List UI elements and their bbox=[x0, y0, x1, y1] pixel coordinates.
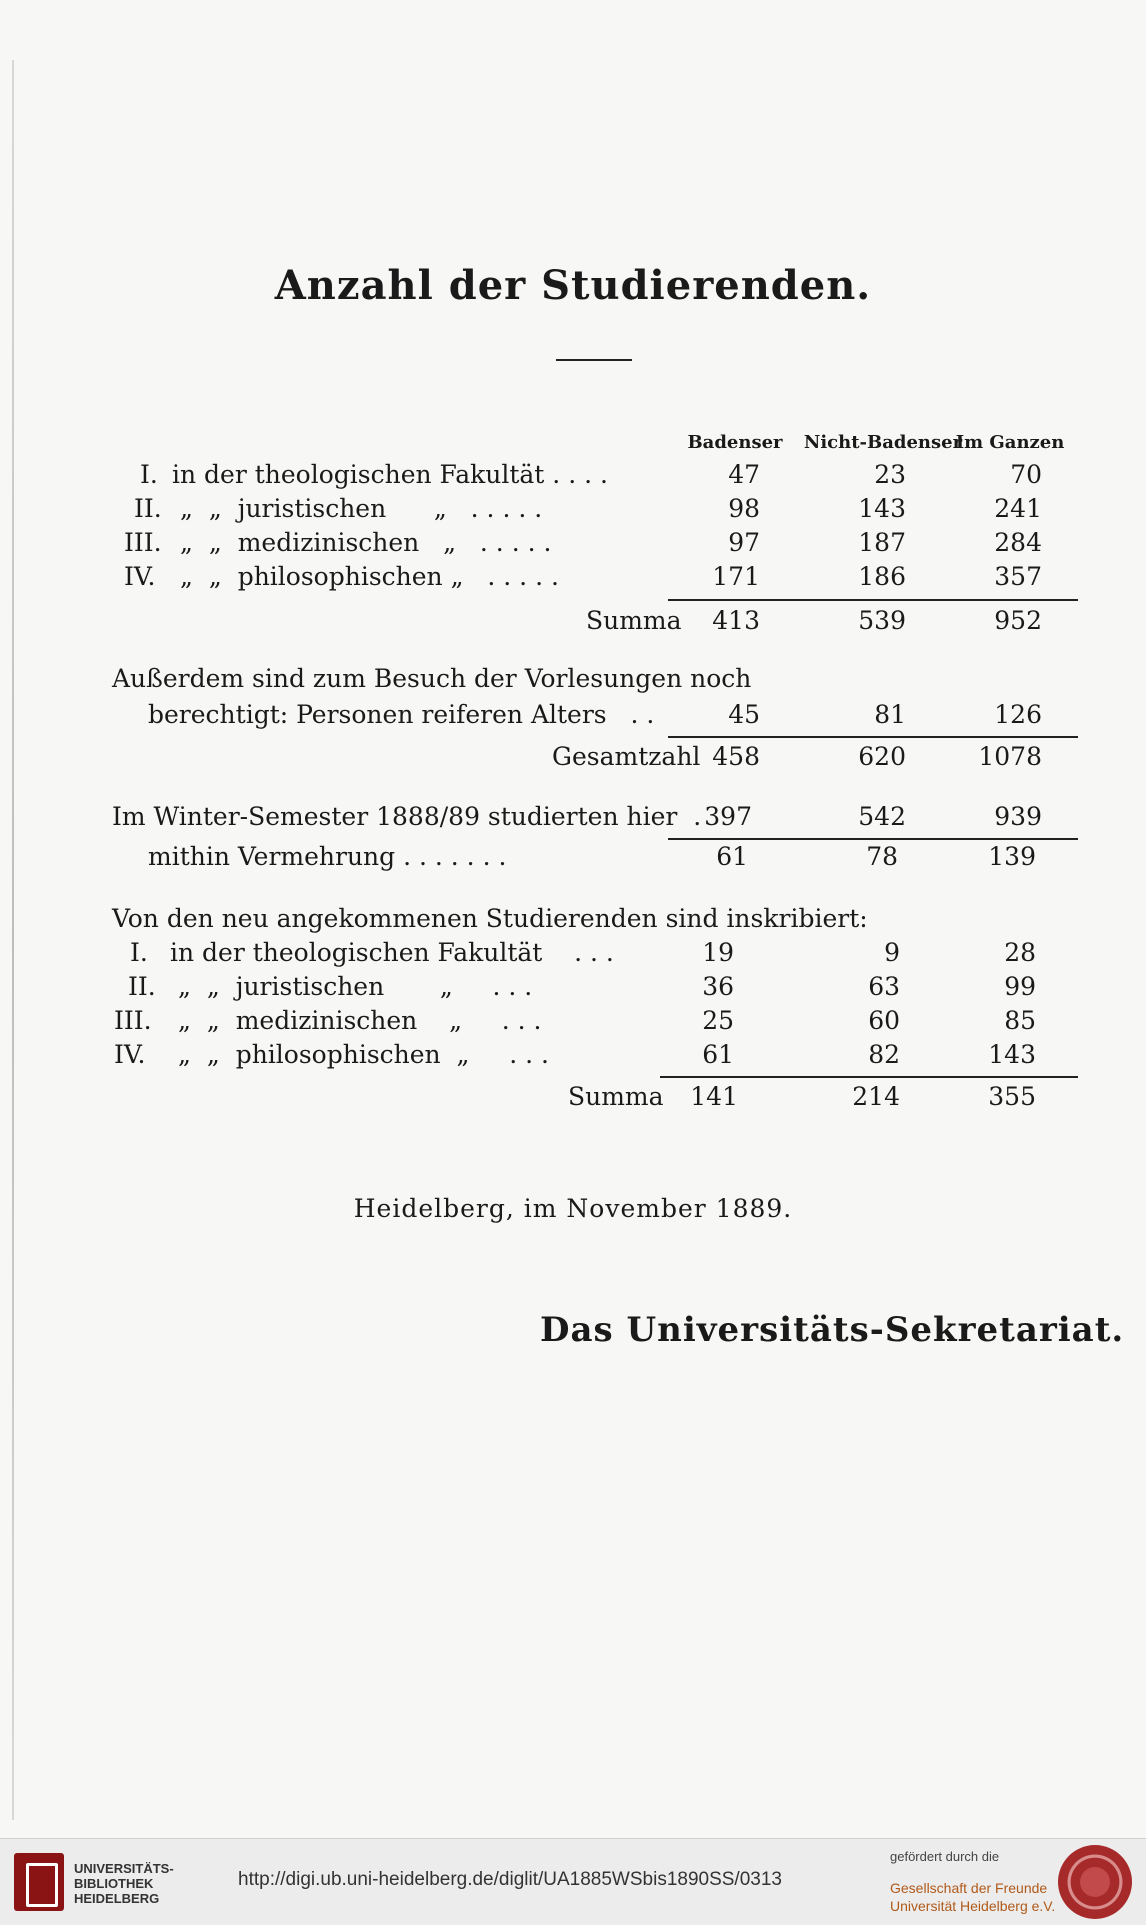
row-label: „ „ medizinischen „ . . . bbox=[178, 1006, 542, 1035]
gesamtzahl-label: Gesamtzahl bbox=[552, 742, 701, 771]
faculty-row bbox=[0, 460, 1146, 494]
new-students-summa-row bbox=[0, 1082, 1146, 1116]
new-students-heading-row bbox=[0, 904, 1146, 938]
row-roman: II. bbox=[128, 972, 156, 1001]
value-badenser: 413 bbox=[712, 606, 760, 635]
library-name-line: BIBLIOTHEK bbox=[74, 1876, 154, 1891]
value-badenser: 25 bbox=[702, 1006, 734, 1035]
sum-rule bbox=[668, 838, 1078, 840]
footer-bar bbox=[0, 1838, 1146, 1925]
value-nicht-badenser: 542 bbox=[858, 802, 906, 831]
row-label: in der theologischen Fakultät . . . . bbox=[172, 460, 608, 489]
value-nicht-badenser: 81 bbox=[874, 700, 906, 729]
sum-rule bbox=[668, 736, 1078, 738]
column-header-badenser: Badenser bbox=[687, 432, 783, 453]
value-im-ganzen: 952 bbox=[994, 606, 1042, 635]
value-nicht-badenser: 143 bbox=[858, 494, 906, 523]
row-label: in der theologischen Fakultät . . . bbox=[170, 938, 614, 967]
value-badenser: 171 bbox=[712, 562, 760, 591]
value-im-ganzen: 139 bbox=[988, 842, 1036, 871]
library-name-line: HEIDELBERG bbox=[74, 1891, 160, 1906]
value-badenser: 47 bbox=[728, 460, 760, 489]
value-badenser: 141 bbox=[690, 1082, 738, 1111]
new-student-row bbox=[0, 1006, 1146, 1040]
value-nicht-badenser: 23 bbox=[874, 460, 906, 489]
value-im-ganzen: 357 bbox=[994, 562, 1042, 591]
page-title: Anzahl der Studierenden. bbox=[274, 262, 872, 309]
increase-label: mithin Vermehrung . . . . . . . bbox=[148, 842, 507, 871]
additional-label: berechtigt: Personen reiferen Alters . . bbox=[148, 700, 655, 729]
value-nicht-badenser: 620 bbox=[858, 742, 906, 771]
row-roman: IV. bbox=[124, 562, 156, 591]
value-badenser: 97 bbox=[728, 528, 760, 557]
faculty-row bbox=[0, 528, 1146, 562]
value-im-ganzen: 143 bbox=[988, 1040, 1036, 1069]
value-badenser: 45 bbox=[728, 700, 760, 729]
faculty-row bbox=[0, 562, 1146, 596]
value-im-ganzen: 70 bbox=[1010, 460, 1042, 489]
row-roman: II. bbox=[134, 494, 162, 523]
increase-row bbox=[0, 842, 1146, 876]
library-logo-icon bbox=[14, 1853, 64, 1911]
new-student-row bbox=[0, 1040, 1146, 1074]
value-im-ganzen: 939 bbox=[994, 802, 1042, 831]
value-badenser: 458 bbox=[712, 742, 760, 771]
summa-label: Summa bbox=[568, 1082, 664, 1111]
new-student-row bbox=[0, 972, 1146, 1006]
value-nicht-badenser: 63 bbox=[868, 972, 900, 1001]
value-badenser: 36 bbox=[702, 972, 734, 1001]
value-nicht-badenser: 539 bbox=[858, 606, 906, 635]
sum-rule bbox=[668, 599, 1078, 601]
winter-row bbox=[0, 802, 1146, 836]
value-im-ganzen: 126 bbox=[994, 700, 1042, 729]
value-im-ganzen: 284 bbox=[994, 528, 1042, 557]
summa-row bbox=[0, 606, 1146, 640]
gesamtzahl-row bbox=[0, 742, 1146, 776]
row-label: „ „ juristischen „ . . . bbox=[178, 972, 533, 1001]
university-seal-icon bbox=[1058, 1845, 1132, 1919]
value-badenser: 61 bbox=[702, 1040, 734, 1069]
value-badenser: 19 bbox=[702, 938, 734, 967]
signature-office: Das Universitäts-Sekretariat. bbox=[540, 1310, 1125, 1350]
value-nicht-badenser: 186 bbox=[858, 562, 906, 591]
library-name-line: UNIVERSITÄTS- bbox=[74, 1861, 174, 1876]
row-roman: I. bbox=[130, 938, 148, 967]
new-student-row bbox=[0, 938, 1146, 972]
column-header-im-ganzen: Im Ganzen bbox=[955, 432, 1065, 453]
value-im-ganzen: 1078 bbox=[978, 742, 1042, 771]
row-roman: III. bbox=[114, 1006, 152, 1035]
permalink-url[interactable]: http://digi.ub.uni-heidelberg.de/diglit/UA1885WSbis1890SS/0313 bbox=[238, 1869, 782, 1890]
sum-rule bbox=[660, 1076, 1078, 1078]
title-rule bbox=[556, 359, 632, 361]
value-im-ganzen: 99 bbox=[1004, 972, 1036, 1001]
value-nicht-badenser: 60 bbox=[868, 1006, 900, 1035]
additional-line: Außerdem sind zum Besuch der Vorlesungen noch bbox=[112, 664, 752, 693]
value-badenser: 98 bbox=[728, 494, 760, 523]
additional-row bbox=[0, 700, 1146, 734]
signature-place: Heidelberg, im November 1889. bbox=[353, 1194, 793, 1223]
value-im-ganzen: 85 bbox=[1004, 1006, 1036, 1035]
value-im-ganzen: 355 bbox=[988, 1082, 1036, 1111]
sponsor-prefix: gefördert durch die bbox=[890, 1849, 1000, 1864]
additional-intro bbox=[0, 664, 1146, 698]
value-nicht-badenser: 82 bbox=[868, 1040, 900, 1069]
row-roman: I. bbox=[140, 460, 158, 489]
value-im-ganzen: 241 bbox=[994, 494, 1042, 523]
value-badenser: 61 bbox=[716, 842, 748, 871]
row-label: „ „ philosophischen „ . . . . . bbox=[180, 562, 559, 591]
summa-label: Summa bbox=[586, 606, 682, 635]
row-label: „ „ philosophischen „ . . . bbox=[178, 1040, 549, 1069]
value-nicht-badenser: 187 bbox=[858, 528, 906, 557]
sponsor-name-line: Universität Heidelberg e.V. bbox=[890, 1898, 1056, 1914]
sponsor-name bbox=[890, 1879, 1055, 1915]
faculty-row bbox=[0, 494, 1146, 528]
column-header-nicht-badenser: Nicht-Badenser bbox=[803, 432, 963, 453]
row-roman: IV. bbox=[114, 1040, 146, 1069]
row-label: „ „ juristischen „ . . . . . bbox=[180, 494, 543, 523]
value-im-ganzen: 28 bbox=[1004, 938, 1036, 967]
value-nicht-badenser: 78 bbox=[866, 842, 898, 871]
winter-label: Im Winter-Semester 1888/89 studierten hier . bbox=[112, 802, 702, 831]
library-name bbox=[74, 1861, 174, 1906]
value-badenser: 397 bbox=[704, 802, 752, 831]
value-nicht-badenser: 214 bbox=[852, 1082, 900, 1111]
row-roman: III. bbox=[124, 528, 162, 557]
value-nicht-badenser: 9 bbox=[884, 938, 900, 967]
row-label: „ „ medizinischen „ . . . . . bbox=[180, 528, 552, 557]
sponsor-name-line: Gesellschaft der Freunde bbox=[890, 1880, 1048, 1896]
new-students-heading: Von den neu angekommenen Studierenden sind inskribiert: bbox=[112, 904, 868, 933]
